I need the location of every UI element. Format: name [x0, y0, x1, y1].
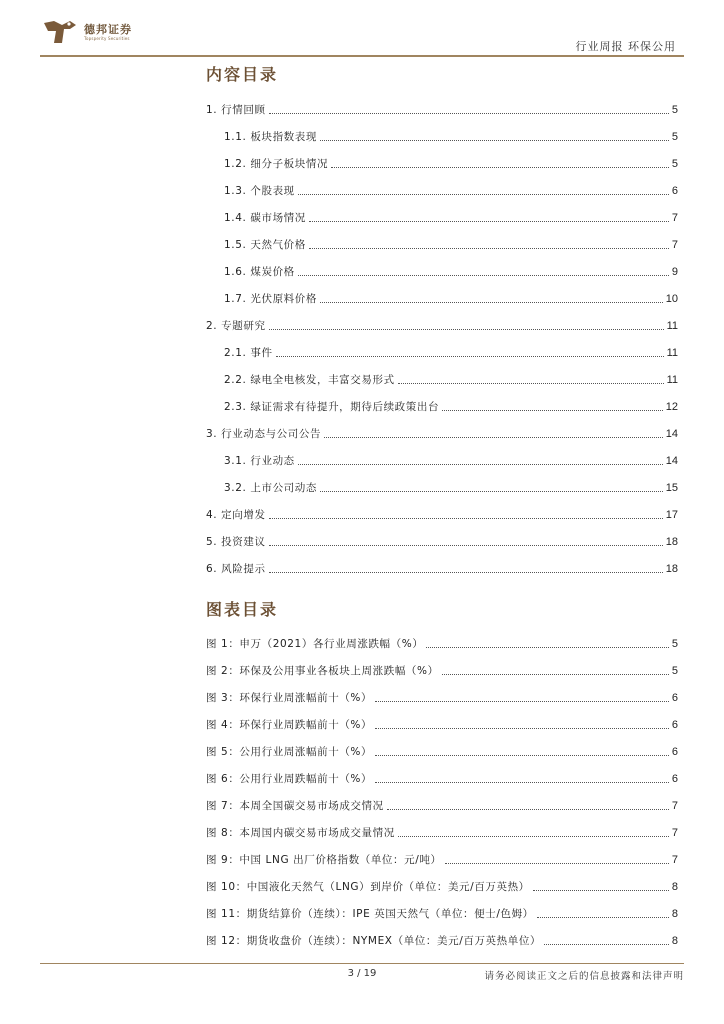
toc-entry[interactable] [224, 371, 678, 387]
figure-entry[interactable] [206, 797, 678, 813]
figure-entry-page: 6 [671, 746, 678, 758]
figure-entry-label: 图 12：期货收盘价（连续）：NYMEX（单位：美元/百万英热单位） [206, 935, 542, 947]
toc-entry[interactable] [224, 398, 678, 414]
figure-entry-page: 6 [671, 773, 678, 785]
dot-leader [537, 917, 669, 918]
toc-entry[interactable] [224, 236, 678, 252]
figure-entry[interactable] [206, 716, 678, 732]
figure-entry-label: 图 7：本周全国碳交易市场成交情况 [206, 800, 384, 812]
figure-entry[interactable] [206, 662, 678, 678]
toc-entry-page: 7 [671, 212, 678, 224]
toc-entry-label: 1.5. 天然气价格 [224, 239, 306, 251]
figure-entry-page: 5 [671, 665, 678, 677]
toc-entry[interactable] [224, 344, 678, 360]
toc-entry[interactable] [206, 101, 678, 117]
toc-title: 内容目录 [206, 65, 279, 84]
figure-entry[interactable] [206, 824, 678, 840]
figure-entry-page: 6 [671, 719, 678, 731]
footer-divider [40, 963, 684, 964]
dot-leader [309, 248, 669, 249]
figure-entry[interactable] [206, 878, 678, 894]
figure-entry[interactable] [206, 770, 678, 786]
figure-entry[interactable] [206, 743, 678, 759]
toc-entry-page: 18 [665, 563, 678, 575]
toc-entry-label: 1.1. 板块指数表现 [224, 131, 317, 143]
toc-entry[interactable] [224, 479, 678, 495]
toc-entry-page: 18 [665, 536, 678, 548]
toc-entry-label: 2.3. 绿证需求有待提升，期待后续政策出台 [224, 401, 440, 413]
figure-entry[interactable] [206, 905, 678, 921]
header-divider [40, 55, 684, 57]
toc-entry-label: 3. 行业动态与公司公告 [206, 428, 322, 440]
dot-leader [269, 113, 669, 114]
figure-entry[interactable] [206, 635, 678, 651]
dot-leader [387, 809, 669, 810]
toc-entry-page: 10 [665, 293, 678, 305]
toc-entry-page: 14 [665, 455, 678, 467]
toc-entry[interactable] [206, 317, 678, 333]
dot-leader [324, 437, 663, 438]
figure-entry-page: 7 [671, 800, 678, 812]
dot-leader [442, 674, 669, 675]
toc-entry-page: 9 [671, 266, 678, 278]
toc-entry-page: 14 [665, 428, 678, 440]
toc-entry-page: 6 [671, 185, 678, 197]
dot-leader [426, 647, 668, 648]
toc-entry-label: 1.4. 碳市场情况 [224, 212, 306, 224]
figure-entry[interactable] [206, 932, 678, 948]
figure-entry-page: 7 [671, 827, 678, 839]
toc-entry[interactable] [206, 560, 678, 576]
figure-entry-page: 8 [671, 935, 678, 947]
toc-entry-page: 11 [666, 320, 678, 332]
figure-entry-label: 图 5：公用行业周涨幅前十（%） [206, 746, 373, 758]
figure-entry-page: 8 [671, 908, 678, 920]
dot-leader [320, 140, 669, 141]
figure-entry-label: 图 9：中国 LNG 出厂价格指数（单位：元/吨） [206, 854, 442, 866]
toc-entry-label: 4. 定向增发 [206, 509, 266, 521]
toc-entry[interactable] [224, 209, 678, 225]
report-type: 行业周报 环保公用 [575, 40, 676, 53]
toc-entry-label: 1.6. 煤炭价格 [224, 266, 295, 278]
toc-entry-page: 5 [671, 158, 678, 170]
dot-leader [320, 491, 663, 492]
dot-leader [298, 194, 669, 195]
dot-leader [331, 167, 669, 168]
toc-entry-label: 1.7. 光伏原料价格 [224, 293, 317, 305]
toc-entry-label: 5. 投资建议 [206, 536, 266, 548]
toc-entry-label: 2. 专题研究 [206, 320, 266, 332]
figure-entry-label: 图 6：公用行业周跌幅前十（%） [206, 773, 373, 785]
figure-entry-label: 图 10：中国液化天然气（LNG）到岸价（单位：美元/百万英热） [206, 881, 530, 893]
dot-leader [544, 944, 669, 945]
dot-leader [445, 863, 669, 864]
dot-leader [442, 410, 663, 411]
toc-entry-label: 6. 风险提示 [206, 563, 266, 575]
toc-entry-label: 1. 行情回顾 [206, 104, 266, 116]
toc-entry-page: 11 [666, 374, 678, 386]
dot-leader [309, 221, 669, 222]
figures-title: 图表目录 [206, 600, 279, 619]
figure-entry-page: 8 [671, 881, 678, 893]
logo-english-name: Topsperity Securities [84, 35, 130, 41]
dot-leader [298, 464, 663, 465]
toc-entry[interactable] [206, 506, 678, 522]
page-number: 3 / 19 [347, 968, 377, 979]
figure-entry-page: 5 [671, 638, 678, 650]
toc-entry-page: 12 [665, 401, 678, 413]
toc-entry-label: 1.2. 细分子板块情况 [224, 158, 329, 170]
toc-entry[interactable] [224, 128, 678, 144]
toc-entry-page: 5 [671, 104, 678, 116]
dot-leader [298, 275, 669, 276]
dot-leader [269, 329, 664, 330]
figure-entry-label: 图 1：申万（2021）各行业周涨跌幅（%） [206, 638, 424, 650]
logo-chinese-name: 德邦证券 [84, 22, 132, 36]
figure-entry-label: 图 2：环保及公用事业各板块上周涨跌幅（%） [206, 665, 439, 677]
toc-entry-label: 3.2. 上市公司动态 [224, 482, 317, 494]
dot-leader [533, 890, 669, 891]
legal-disclaimer: 请务必阅读正文之后的信息披露和法律声明 [484, 971, 684, 982]
dot-leader [398, 836, 669, 837]
toc-entry-label: 2.1. 事件 [224, 347, 273, 359]
toc-entry[interactable] [224, 155, 678, 171]
dot-leader [276, 356, 664, 357]
toc-entry[interactable] [206, 533, 678, 549]
toc-entry-page: 11 [666, 347, 678, 359]
toc-entry[interactable] [224, 182, 678, 198]
dot-leader [398, 383, 664, 384]
toc-entry-page: 17 [665, 509, 678, 521]
toc-entry-page: 15 [665, 482, 678, 494]
figure-entry-label: 图 3：环保行业周涨幅前十（%） [206, 692, 373, 704]
figure-entry[interactable] [206, 689, 678, 705]
dot-leader [375, 701, 669, 702]
toc-entry-page: 5 [671, 131, 678, 143]
dot-leader [320, 302, 663, 303]
toc-entry[interactable] [224, 452, 678, 468]
toc-entry-label: 1.3. 个股表现 [224, 185, 295, 197]
toc-entry[interactable] [206, 425, 678, 441]
logo-emblem-icon [40, 17, 80, 47]
figure-entry-page: 6 [671, 692, 678, 704]
dot-leader [269, 518, 663, 519]
figure-entry-label: 图 8：本周国内碳交易市场成交量情况 [206, 827, 395, 839]
toc-entry-page: 7 [671, 239, 678, 251]
company-logo [40, 16, 170, 48]
toc-entry[interactable] [224, 290, 678, 306]
dot-leader [269, 545, 663, 546]
figure-entry[interactable] [206, 851, 678, 867]
dot-leader [269, 572, 663, 573]
dot-leader [375, 728, 669, 729]
dot-leader [375, 782, 669, 783]
figure-entry-label: 图 4：环保行业周跌幅前十（%） [206, 719, 373, 731]
toc-entry-label: 3.1. 行业动态 [224, 455, 295, 467]
figure-entry-label: 图 11：期货结算价（连续）：IPE 英国天然气（单位：便士/色姆） [206, 908, 534, 920]
dot-leader [375, 755, 669, 756]
toc-entry[interactable] [224, 263, 678, 279]
toc-entry-label: 2.2. 绿电全电核发，丰富交易形式 [224, 374, 395, 386]
figure-entry-page: 7 [671, 854, 678, 866]
